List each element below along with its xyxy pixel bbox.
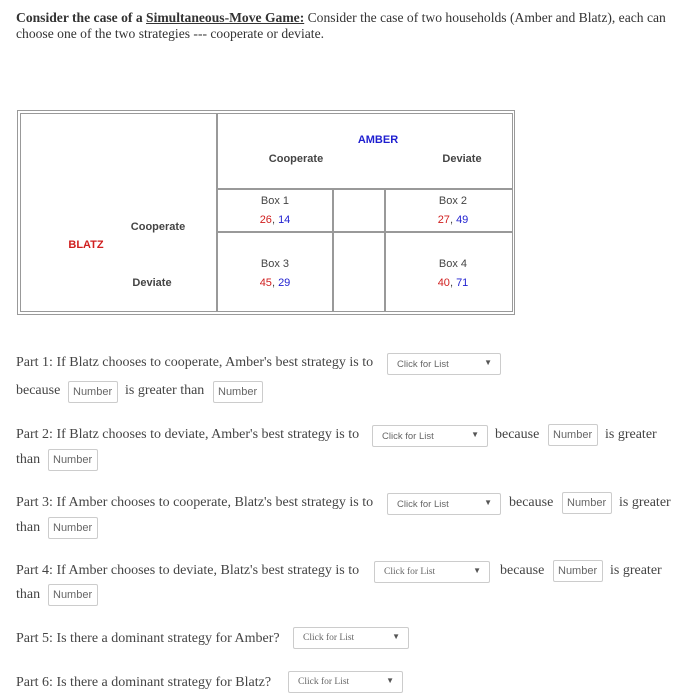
part-6-dominant-select[interactable]: Click for List ▼ <box>288 671 403 693</box>
part-5-text: Part 5: Is there a dominant strategy for Amber? <box>16 631 280 646</box>
amber-deviate-header: Deviate <box>442 153 482 165</box>
col-header-region <box>217 113 513 189</box>
amber-label: AMBER <box>357 134 399 146</box>
box-3-cell <box>217 232 333 312</box>
part-4-than: than <box>16 587 41 602</box>
part-4-strategy-select[interactable]: Click for List ▼ <box>374 561 490 583</box>
part-2-greater: is greater <box>605 427 657 442</box>
box-4-label: Box 4 <box>438 258 468 270</box>
part-1-number-1[interactable]: Number <box>68 381 118 403</box>
part-3-number-2[interactable]: Number <box>48 517 98 539</box>
part-2-number-1[interactable]: Number <box>548 424 598 446</box>
part-4-because: because <box>500 563 545 578</box>
box-4-cell <box>385 232 513 312</box>
intro-heading: Consider the case of a <box>16 10 147 25</box>
part-3-number-1[interactable]: Number <box>562 492 612 514</box>
part-6-text: Part 6: Is there a dominant strategy for Blatz? <box>16 675 272 690</box>
blatz-label: BLATZ <box>68 239 104 251</box>
blatz-cooperate-header: Cooperate <box>130 221 186 233</box>
payoff-table <box>17 110 515 315</box>
part-1-text: Part 1: If Blatz chooses to cooperate, Amber's best strategy is to <box>16 355 374 370</box>
chevron-down-icon: ▼ <box>484 498 492 507</box>
part-2-because: because <box>495 427 540 442</box>
part-4-number-1[interactable]: Number <box>553 560 603 582</box>
box-3-label: Box 3 <box>260 258 290 270</box>
box-2-payoff: 27, 49 <box>437 214 469 226</box>
chevron-down-icon: ▼ <box>471 430 479 439</box>
part-2-number-2[interactable]: Number <box>48 449 98 471</box>
box-1-label: Box 1 <box>260 195 290 207</box>
box-4-payoff: 40, 71 <box>437 277 469 289</box>
amber-cooperate-header: Cooperate <box>268 153 324 165</box>
part-3-because: because <box>509 495 554 510</box>
part-3-strategy-select[interactable]: Click for List ▼ <box>387 493 501 515</box>
game-name: Simultaneous-Move Game: <box>146 10 305 25</box>
part-4-greater: is greater <box>610 563 662 578</box>
part-3-greater: is greater <box>619 495 671 510</box>
box-2-label: Box 2 <box>438 195 468 207</box>
part-5-dominant-select[interactable]: Click for List ▼ <box>293 627 409 649</box>
part-2-than: than <box>16 452 41 467</box>
chevron-down-icon: ▼ <box>473 566 481 575</box>
chevron-down-icon: ▼ <box>386 676 394 685</box>
spacer-cell <box>333 189 385 232</box>
part-3-than: than <box>16 520 41 535</box>
part-1-strategy-select[interactable]: Click for List ▼ <box>387 353 501 375</box>
chevron-down-icon: ▼ <box>484 358 492 367</box>
intro-paragraph <box>16 10 681 42</box>
part-2-text: Part 2: If Blatz chooses to deviate, Amber's best strategy is to <box>16 427 360 442</box>
part-4-text: Part 4: If Amber chooses to deviate, Blatz's best strategy is to <box>16 563 360 578</box>
part-3-text: Part 3: If Amber chooses to cooperate, Blatz's best strategy is to <box>16 495 374 510</box>
blatz-deviate-header: Deviate <box>132 277 172 289</box>
part-1-because: because <box>16 383 61 398</box>
intro-text: Consider the case of two households (Amber and Blatz), each can choose one of the two strategies --- cooperate or deviate. <box>16 10 666 41</box>
box-1-payoff: 26, 14 <box>259 214 291 226</box>
part-1-number-2[interactable]: Number <box>213 381 263 403</box>
spacer-cell <box>333 232 385 312</box>
part-4-number-2[interactable]: Number <box>48 584 98 606</box>
box-3-payoff: 45, 29 <box>259 277 291 289</box>
part-2-strategy-select[interactable]: Click for List ▼ <box>372 425 488 447</box>
part-1-greater: is greater than <box>125 383 205 398</box>
chevron-down-icon: ▼ <box>392 632 400 641</box>
